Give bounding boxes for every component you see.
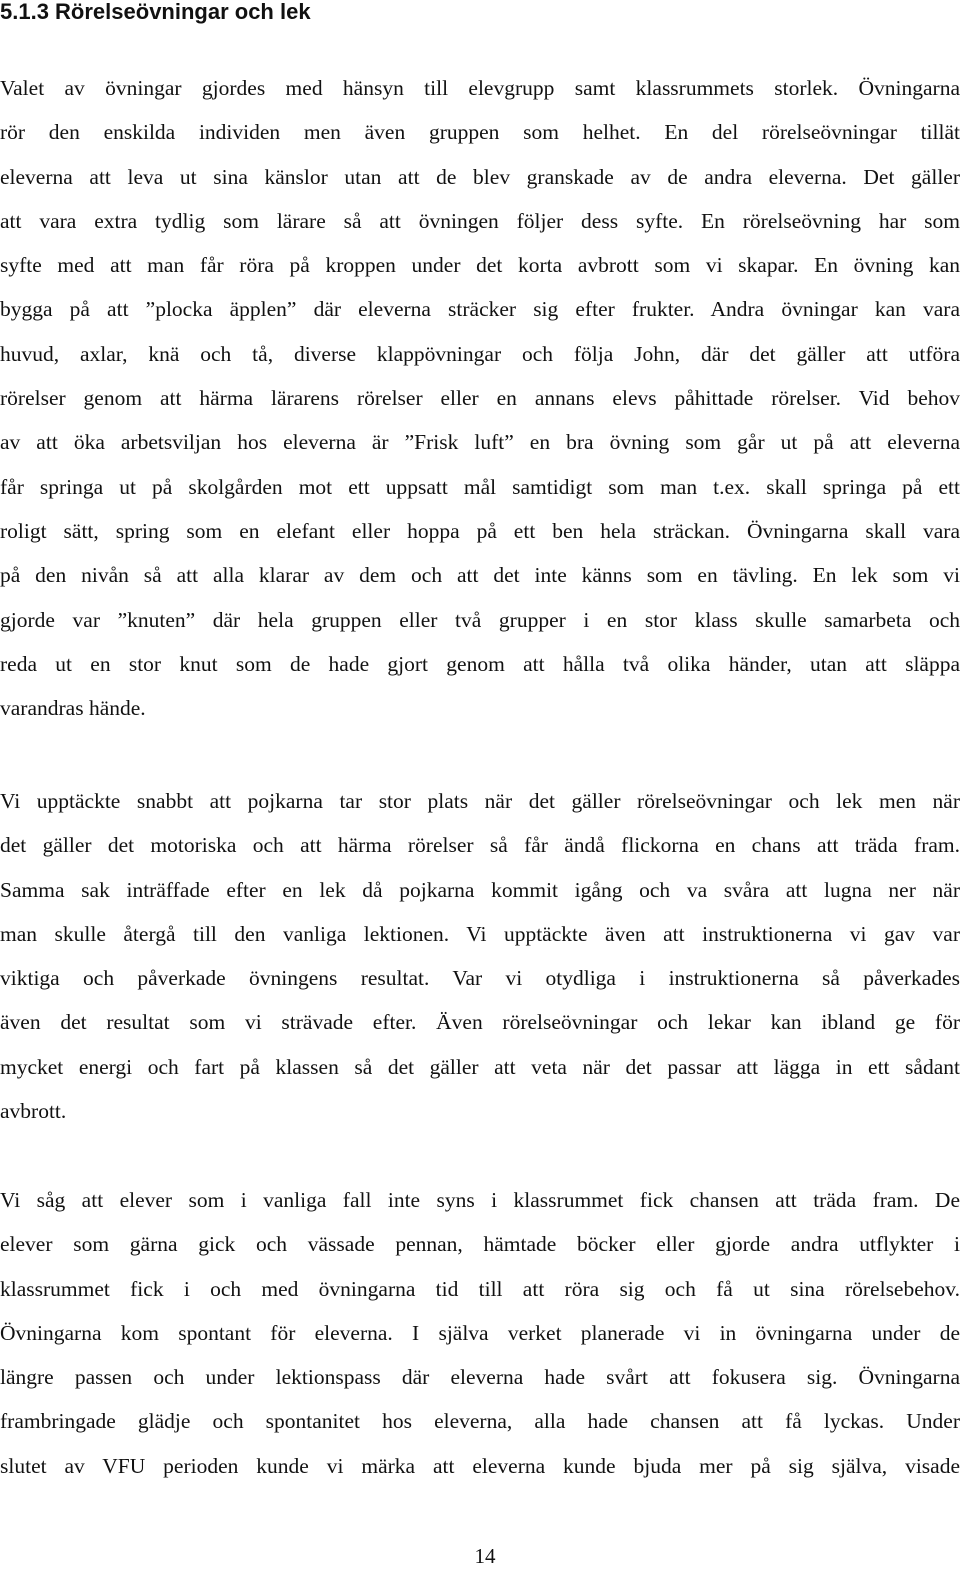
paragraph-line: man skulle återgå till den vanliga lektionen. Vi upptäckte även att instruktionerna vi gav var [0, 921, 960, 946]
paragraph-line: slutet av VFU perioden kunde vi märka att eleverna kunde bjuda mer på sig själva, visade [0, 1453, 960, 1478]
paragraph-line: Övningarna kom spontant för eleverna. I själva verket planerade vi in övningarna under de [0, 1320, 960, 1345]
paragraph-line: får springa ut på skolgården mot ett uppsatt mål samtidigt som man t.ex. skall springa på ett [0, 474, 960, 499]
paragraph-line: rörelser genom att härma lärarens rörelser eller en annans elevs påhittade rörelser. Vid behov [0, 386, 960, 411]
paragraph-line: längre passen och under lektionspass där eleverna hade svårt att fokusera sig. Övningarna [0, 1365, 960, 1390]
paragraph-line: att vara extra tydlig som lärare så att övningen följer dess syfte. En rörelseövning har som [0, 208, 960, 233]
paragraph-line: bygga på att ”plocka äpplen” där eleverna sträcker sig efter frukter. Andra övningar kan vara [0, 297, 960, 322]
paragraph-1 [0, 66, 960, 730]
paragraph-line: gjorde var ”knuten” där hela gruppen eller två grupper i en stor klass skulle samarbeta och [0, 607, 960, 632]
paragraph-line: roligt sätt, spring som en elefant eller hoppa på ett ben hela sträckan. Övningarna skall vara [0, 518, 960, 543]
paragraph-line: det gäller det motoriska och att härma rörelser så får ändå flickorna en chans att träda fram. [0, 833, 960, 858]
paragraph-line: mycket energi och fart på klassen så det gäller att veta när det passar att lägga in ett sådant [0, 1054, 960, 1079]
paragraph-line: syfte med att man får röra på kroppen under det korta avbrott som vi skapar. En övning kan [0, 253, 960, 278]
paragraph-line: rör den enskilda individen men även gruppen som helhet. En del rörelseövningar tillät [0, 120, 960, 145]
paragraph-line: Vi upptäckte snabbt att pojkarna tar stor plats när det gäller rörelseövningar och lek men när [0, 789, 960, 813]
section-heading: 5.1.3 Rörelseövningar och lek [0, 0, 311, 24]
paragraph-2 [0, 779, 960, 1133]
paragraph-line: eleverna att leva ut sina känslor utan att de blev granskade av de andra eleverna. Det gäller [0, 164, 960, 189]
paragraph-line: Valet av övningar gjordes med hänsyn till elevgrupp samt klassrummets storlek. Övningarna [0, 76, 960, 100]
paragraph-line: Vi såg att elever som i vanliga fall inte syns i klassrummet fick chansen att träda fram. De [0, 1188, 960, 1212]
paragraph-line: även det resultat som vi strävade efter. Även rörelseövningar och lekar kan ibland ge för [0, 1010, 960, 1035]
paragraph-line: avbrott. [0, 1099, 67, 1124]
page-number: 14 [474, 1544, 496, 1568]
paragraph-3 [0, 1178, 960, 1488]
paragraph-line: viktiga och påverkade övningens resultat. Var vi otydliga i instruktionerna så påverkades [0, 966, 960, 991]
paragraph-line: huvud, axlar, knä och tå, diverse klappövningar och följa John, där det gäller att utföra [0, 341, 960, 366]
paragraph-line: varandras hände. [0, 696, 146, 721]
paragraph-line: Samma sak inträffade efter en lek då pojkarna kommit igång och va svåra att lugna ner när [0, 877, 960, 902]
paragraph-line: på den nivån så att alla klarar av dem och att det inte känns som en tävling. En lek som vi [0, 563, 960, 588]
paragraph-line: reda ut en stor knut som de hade gjort genom att hålla två olika händer, utan att släppa [0, 651, 960, 676]
paragraph-line: klassrummet fick i och med övningarna tid till att röra sig och få ut sina rörelsebehov. [0, 1276, 960, 1301]
paragraph-line: elever som gärna gick och vässade pennan, hämtade böcker eller gjorde andra utflykter i [0, 1232, 960, 1257]
paragraph-line: frambringade glädje och spontanitet hos eleverna, alla hade chansen att få lyckas. Under [0, 1409, 960, 1434]
paragraph-line: av att öka arbetsviljan hos eleverna är ”Frisk luft” en bra övning som går ut på att eleverna [0, 430, 960, 455]
